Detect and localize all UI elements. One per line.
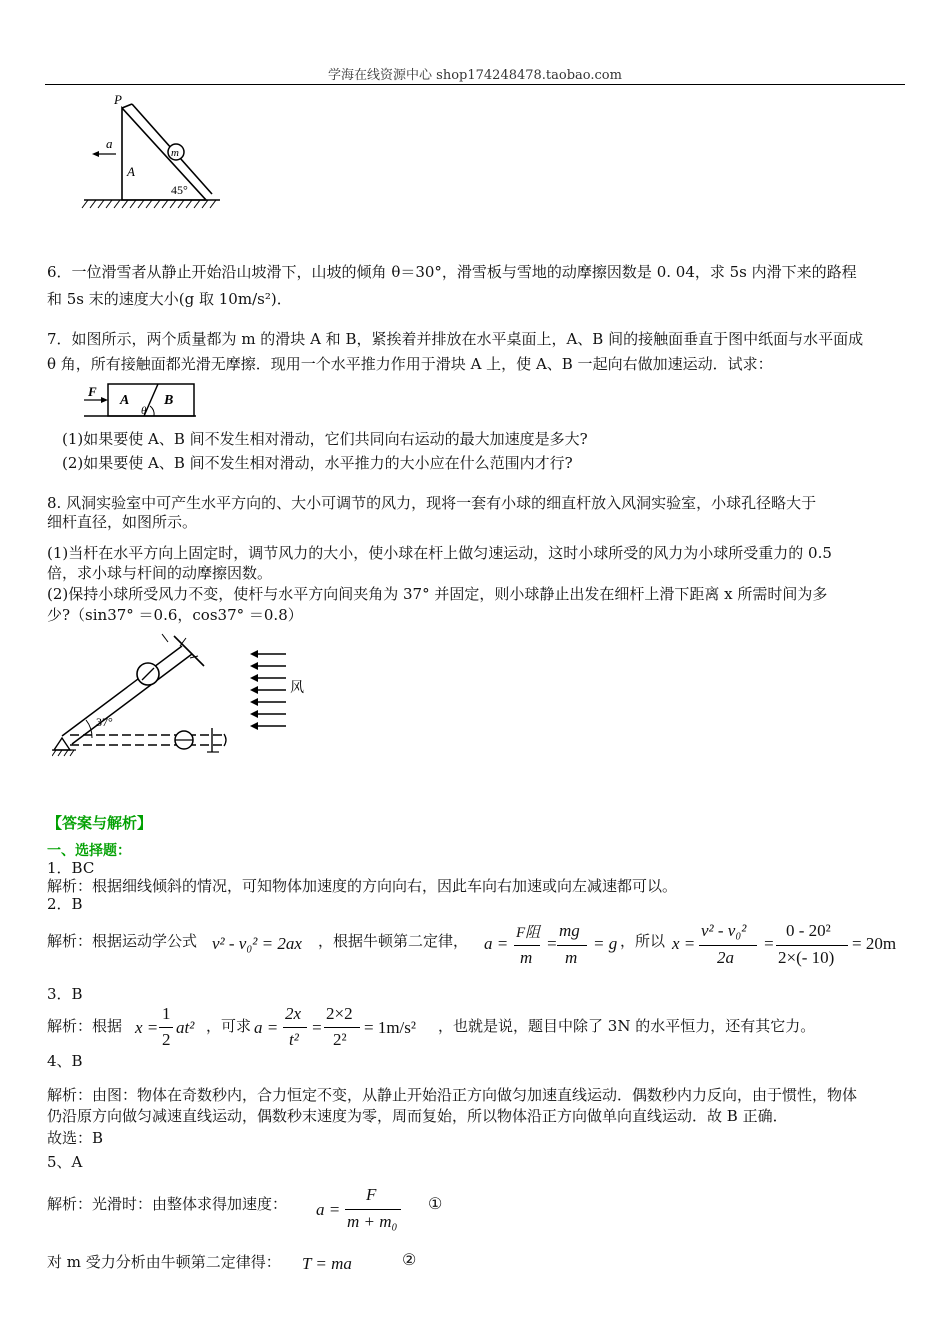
- answer-3-prefix: 解析：根据: [47, 1017, 123, 1035]
- q7-line2: θ 角，所有接触面都光滑无摩擦．现用一个水平推力作用于滑块 A 上，使 A、B 一起向右做加速运动．试求：: [47, 355, 773, 373]
- answer-3-suffix: ，也就是说，题目中除了 3N 的水平恒力，还有其它力。: [438, 1017, 816, 1035]
- fraction-bar: [699, 945, 757, 946]
- formula-half-num: 1: [162, 1004, 171, 1023]
- label-p: P: [114, 92, 122, 107]
- fraction-bar: [776, 945, 848, 946]
- answer-4-choice: 故选：B: [47, 1129, 104, 1147]
- q7-sub2: (2)如果要使 A、B 间不发生相对滑动，水平推力的大小应在什么范围内才行?: [62, 454, 573, 472]
- formula-a-lhs-5: a =: [316, 1200, 341, 1219]
- formula-num-020: 0 - 20²: [786, 921, 831, 940]
- formula-half-den: 2: [162, 1030, 171, 1049]
- formula-eq3: =: [311, 1018, 323, 1037]
- fraction-bar: [557, 945, 587, 946]
- q8-line4: 倍，求小球与杆间的动摩擦因数。: [47, 564, 273, 582]
- formula-eq2: =: [763, 934, 775, 953]
- formula-a-lhs: a =: [484, 934, 509, 953]
- q6-line2: 和 5s 末的速度大小(g 取 10m/s²)．: [47, 290, 292, 308]
- label-block-A: A: [120, 393, 130, 408]
- answer-4-explanation-1: 解析：由图：物体在奇数秒内，合力恒定不变，从静止开始沿正方向做匀加速直线运动．偶数秒内力反向，由于惯性，物体: [47, 1086, 858, 1104]
- label-37: 37°: [96, 715, 113, 729]
- formula-t2: t²: [289, 1030, 299, 1049]
- answer-3-mid: ，可求: [206, 1017, 252, 1035]
- label-A: A: [127, 164, 135, 179]
- fraction-bar: [345, 1209, 401, 1210]
- formula-num-mg: mg: [559, 921, 580, 940]
- formula-eq1: =: [546, 934, 558, 953]
- formula-1ms2: = 1m/s²: [364, 1018, 416, 1037]
- label-theta: θ: [141, 405, 147, 417]
- label-F: F: [88, 384, 97, 399]
- formula-den-m1: m: [520, 948, 533, 967]
- q8-line5: (2)保持小球所受风力不变，使杆与水平方向间夹角为 37° 并固定，则小球静止出发在细杆上滑下距离 x 所需时间为多: [47, 585, 828, 603]
- formula-T-ma: T = ma: [302, 1254, 352, 1273]
- formula-x-lhs-3: x =: [135, 1018, 159, 1037]
- label-a: a: [106, 136, 113, 151]
- formula-2x: 2x: [285, 1004, 302, 1023]
- formula-at2: at²: [176, 1018, 195, 1037]
- fraction-bar: [514, 945, 540, 946]
- label-wind: 风: [290, 681, 304, 696]
- q8-line2: 细杆直径，如图所示。: [47, 513, 198, 531]
- page-header: 学海在线资源中心 shop174248478.taobao.com: [328, 68, 622, 83]
- answers-title: 【答案与解析】: [47, 814, 153, 832]
- label-m: m: [171, 147, 179, 159]
- formula-kinematic: v² - v₀² = 2ax: [212, 934, 302, 953]
- formula-a-lhs-3: a =: [254, 1018, 279, 1037]
- header-divider: [45, 84, 905, 85]
- formula-den-2a: 2a: [717, 948, 734, 967]
- circle-1: ①: [428, 1194, 443, 1213]
- answers-section: 一、选择题：: [47, 843, 131, 859]
- q7-sub1: (1)如果要使 A、B 间不发生相对滑动，它们共同向右运动的最大加速度是多大?: [62, 430, 588, 448]
- answer-5-explanation-2: 对 m 受力分析由牛顿第二定律得：: [47, 1253, 281, 1271]
- answer-5-explanation-1: 解析：光滑时：由整体求得加速度：: [47, 1195, 288, 1213]
- fraction-bar: [159, 1027, 173, 1028]
- answer-5: 5、A: [47, 1153, 83, 1171]
- answer-4: 4、B: [47, 1052, 83, 1070]
- fraction-bar: [283, 1027, 307, 1028]
- circle-2: ②: [402, 1250, 417, 1269]
- figure-wind-tunnel: [52, 632, 312, 760]
- fraction-bar: [324, 1027, 360, 1028]
- formula-2sq: 2²: [333, 1030, 347, 1049]
- answer-1-explanation: 解析：根据细线倾斜的情况，可知物体加速度的方向向右，因此车向右加速或向左减速都可以。: [47, 877, 678, 895]
- formula-result-20m: = 20m: [852, 934, 897, 953]
- formula-eq-g: = g: [593, 934, 618, 953]
- figure-blocks: [78, 378, 202, 426]
- figure-wedge: [80, 92, 230, 212]
- label-block-B: B: [164, 393, 174, 408]
- formula-num-v: v² - v₀²: [701, 921, 747, 940]
- formula-2x2: 2×2: [326, 1004, 353, 1023]
- q8-line6: 少?（sin37° ＝0.6，cos37° ＝0.8）: [47, 606, 303, 624]
- formula-m-m0: m + m₀: [347, 1212, 398, 1231]
- answer-2-prefix: 解析：根据运动学公式: [47, 932, 198, 950]
- formula-x-lhs: x =: [672, 934, 696, 953]
- answer-2-so: ，所以: [620, 932, 666, 950]
- formula-F: F: [366, 1185, 377, 1204]
- answer-1: 1．BC: [47, 859, 95, 877]
- q8-line1: 8. 风洞实验室中可产生水平方向的、大小可调节的风力，现将一套有小球的细直杆放入风洞实验室，小球孔径略大于: [47, 494, 817, 512]
- label-45: 45°: [171, 183, 188, 197]
- formula-f-resist: F阻: [516, 925, 541, 941]
- q7-line1: 7．如图所示，两个质量都为 m 的滑块 A 和 B，紧挨着并排放在水平桌面上，A、B 间的接触面垂直于图中纸面与水平面成: [47, 330, 864, 348]
- answer-3: 3．B: [47, 985, 83, 1003]
- q6-line1: 6．一位滑雪者从静止开始沿山坡滑下，山坡的倾角 θ＝30°，滑雪板与雪地的动摩擦因数是 0. 04，求 5s 内滑下来的路程: [47, 263, 857, 281]
- answer-4-explanation-2: 仍沿原方向做匀减速直线运动，偶数秒末速度为零，周而复始，所以物体沿正方向做单向直线运动．故 B 正确．: [47, 1107, 788, 1125]
- answer-2: 2．B: [47, 895, 83, 913]
- answer-2-mid: ，根据牛顿第二定律，: [318, 932, 469, 950]
- q8-line3: (1)当杆在水平方向上固定时，调节风力的大小，使小球在杆上做匀速运动，这时小球所受的风力为小球所受重力的 0.5: [47, 544, 832, 562]
- formula-den-m2: m: [565, 948, 578, 967]
- formula-den-neg10: 2×(- 10): [778, 948, 835, 967]
